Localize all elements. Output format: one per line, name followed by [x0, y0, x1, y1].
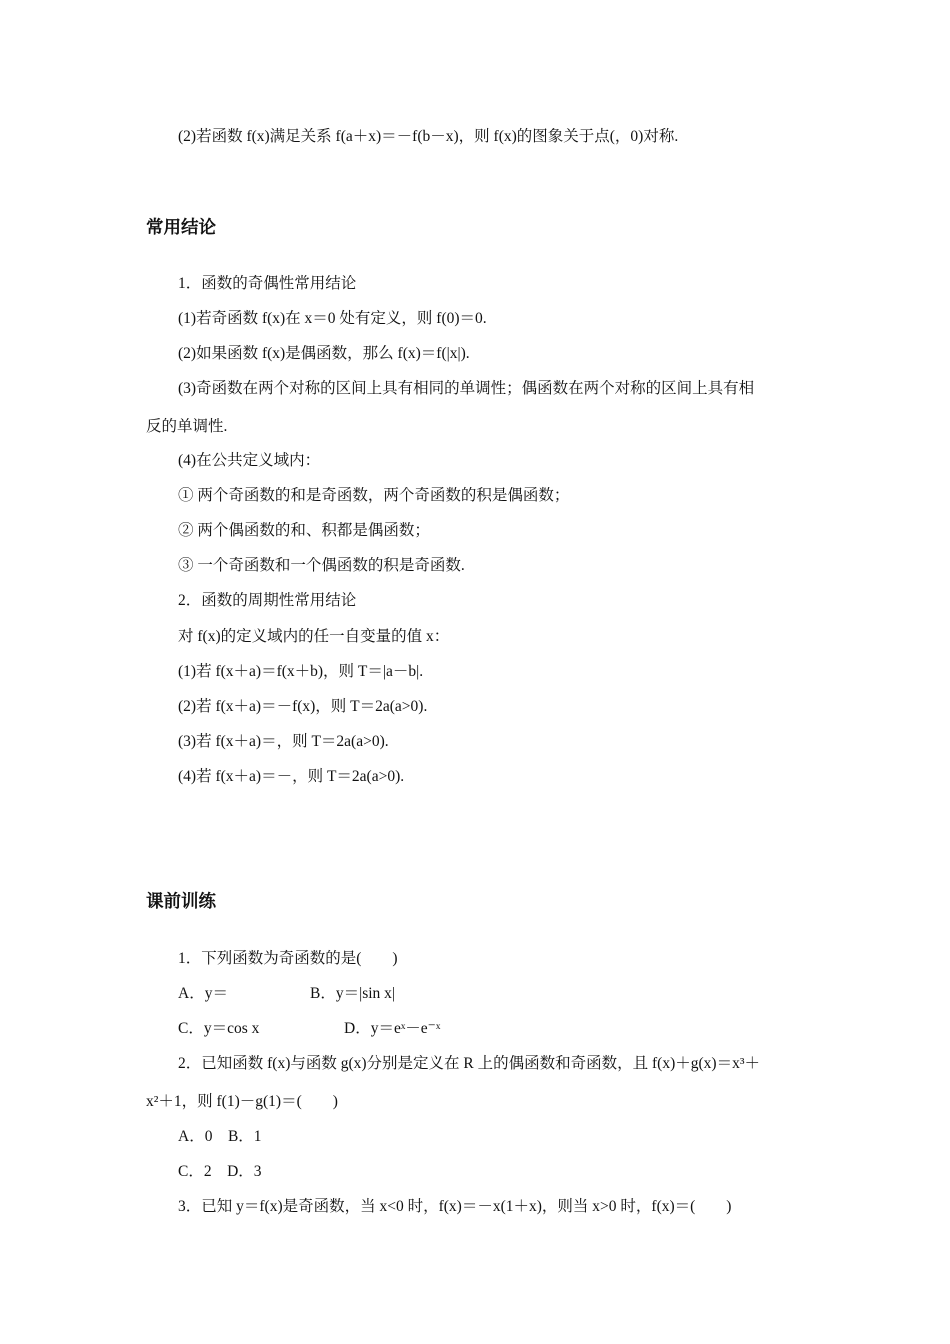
conclusion-2-item-3: (3)若 f(x＋a)＝，则 T＝2a(a>0).	[178, 733, 389, 750]
conclusion-1-item-4: (4)在公共定义域内：	[178, 452, 321, 469]
conclusion-2-intro: 对 f(x)的定义域内的任一自变量的值 x：	[178, 628, 450, 645]
question-1-option-d: D．y＝eˣ－e⁻ˣ	[344, 1020, 441, 1037]
property-line-2: (2)若函数 f(x)满足关系 f(a＋x)＝－f(b－x)，则 f(x)的图象关于点(，0)对称.	[178, 128, 679, 145]
conclusion-1-item-3: (3)奇函数在两个对称的区间上具有相同的单调性；偶函数在两个对称的区间上具有相	[178, 380, 755, 397]
conclusion-2-item-1: (1)若 f(x＋a)＝f(x＋b)，则 T＝|a－b|.	[178, 663, 424, 680]
question-2-options-ab: A．0 B．1	[178, 1128, 262, 1145]
question-2-options-cd: C．2 D．3	[178, 1163, 262, 1180]
question-1-option-a: A．y＝	[178, 985, 228, 1002]
conclusion-1-item-2: (2)如果函数 f(x)是偶函数，那么 f(x)＝f(|x|).	[178, 345, 470, 362]
conclusion-2-item-2: (2)若 f(x＋a)＝－f(x)，则 T＝2a(a>0).	[178, 698, 428, 715]
question-2-cont: x²＋1，则 f(1)－g(1)＝( )	[146, 1093, 338, 1110]
conclusion-1-circle-1: ① 两个奇函数的和是奇函数，两个奇函数的积是偶函数；	[178, 487, 570, 504]
question-1-option-b: B．y＝|sin x|	[310, 985, 396, 1002]
question-2: 2．已知函数 f(x)与函数 g(x)分别是定义在 R 上的偶函数和奇函数，且 f(x)＋g(x)＝x³＋	[178, 1055, 760, 1072]
section-heading-conclusions: 常用结论	[146, 218, 216, 238]
conclusion-1-item-1: (1)若奇函数 f(x)在 x＝0 处有定义，则 f(0)＝0.	[178, 310, 487, 327]
question-1-option-c: C．y＝cos x	[178, 1020, 260, 1037]
question-3: 3．已知 y＝f(x)是奇函数，当 x<0 时，f(x)＝－x(1＋x)，则当 x>0 时，f(x)＝( )	[178, 1198, 732, 1215]
section-heading-training: 课前训练	[146, 892, 216, 912]
question-1: 1．下列函数为奇函数的是( )	[178, 950, 398, 967]
conclusion-1-title: 1．函数的奇偶性常用结论	[178, 275, 357, 292]
conclusion-2-title: 2．函数的周期性常用结论	[178, 592, 357, 609]
conclusion-1-circle-2: ② 两个偶函数的和、积都是偶函数；	[178, 522, 430, 539]
conclusion-1-circle-3: ③ 一个奇函数和一个偶函数的积是奇函数.	[178, 557, 465, 574]
conclusion-2-item-4: (4)若 f(x＋a)＝－，则 T＝2a(a>0).	[178, 768, 405, 785]
conclusion-1-item-3-cont: 反的单调性.	[146, 418, 228, 435]
